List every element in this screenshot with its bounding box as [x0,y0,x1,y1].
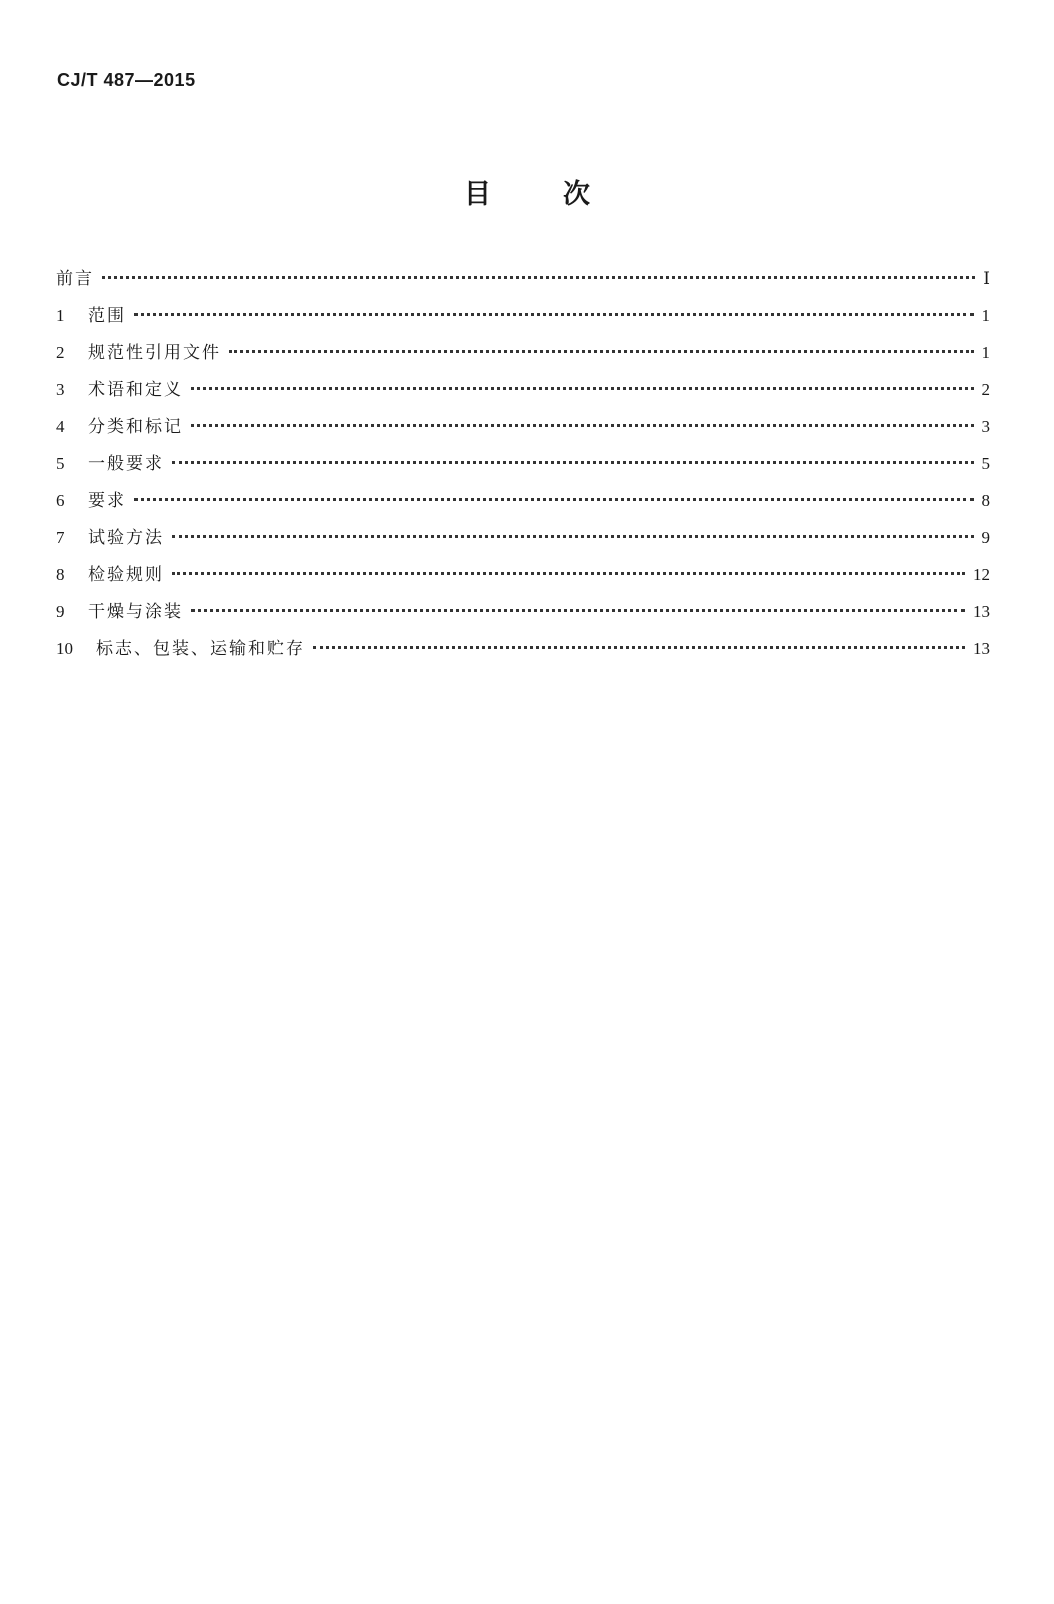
toc-entry-number: 1 [56,306,65,325]
toc-entry-6[interactable] [56,486,990,523]
toc-entry-number: 4 [56,417,65,436]
toc-entry-3[interactable] [56,375,990,412]
toc-entry-label: 一般要求 [88,454,164,474]
toc-entry-page: 13 [973,639,990,658]
toc-entry-page: 2 [981,380,990,399]
title-char-2: 次 [563,179,590,210]
toc-entry-number: 9 [56,602,65,621]
toc-entry-label: 干燥与涂装 [88,602,183,622]
document-code: CJ/T 487—2015 [57,70,196,90]
toc-leader-dots [172,461,974,464]
toc-entry-label: 检验规则 [88,565,164,585]
table-of-contents [56,264,990,671]
toc-leader-dots [229,350,974,353]
toc-entry-label: 试验方法 [88,528,164,548]
page-title [0,172,1054,211]
toc-entry-number: 10 [56,639,73,658]
toc-entry-page: 1 [981,306,990,325]
toc-entry-page: 1 [981,343,990,362]
toc-entry-number: 2 [56,343,65,362]
toc-entry-9[interactable] [56,597,990,634]
toc-entry-7[interactable] [56,523,990,560]
toc-entry-label: 前言 [56,269,94,289]
toc-entry-page: 12 [973,565,990,584]
toc-entry-number: 6 [56,491,65,510]
toc-leader-dots [313,646,965,649]
toc-entry-number: 8 [56,565,65,584]
toc-entry-5[interactable] [56,449,990,486]
toc-entry-foreword[interactable] [56,264,990,301]
toc-entry-page: 13 [973,602,990,621]
toc-leader-dots [172,572,965,575]
toc-entry-number: 7 [56,528,65,547]
toc-entry-label: 术语和定义 [88,380,183,400]
toc-entry-page: 8 [981,491,990,510]
toc-leader-dots [172,535,974,538]
toc-leader-dots [191,424,974,427]
title-char-1: 目 [464,179,491,210]
toc-entry-number: 3 [56,380,65,399]
toc-entry-1[interactable] [56,301,990,338]
toc-entry-number: 5 [56,454,65,473]
toc-entry-page: 5 [981,454,990,473]
toc-entry-8[interactable] [56,560,990,597]
toc-entry-label: 要求 [88,491,126,511]
toc-entry-4[interactable] [56,412,990,449]
toc-leader-dots [191,609,965,612]
toc-entry-label: 范围 [88,306,126,326]
toc-entry-2[interactable] [56,338,990,375]
toc-entry-page: Ⅰ [983,269,990,288]
toc-entry-label: 分类和标记 [88,417,183,437]
toc-leader-dots [191,387,974,390]
toc-entry-page: 9 [981,528,990,547]
toc-leader-dots [134,313,974,316]
toc-leader-dots [102,276,975,279]
toc-entry-label: 规范性引用文件 [88,343,221,363]
toc-entry-10[interactable] [56,634,990,671]
toc-entry-page: 3 [981,417,990,436]
toc-entry-label: 标志、包装、运输和贮存 [96,639,305,659]
toc-leader-dots [134,498,974,501]
